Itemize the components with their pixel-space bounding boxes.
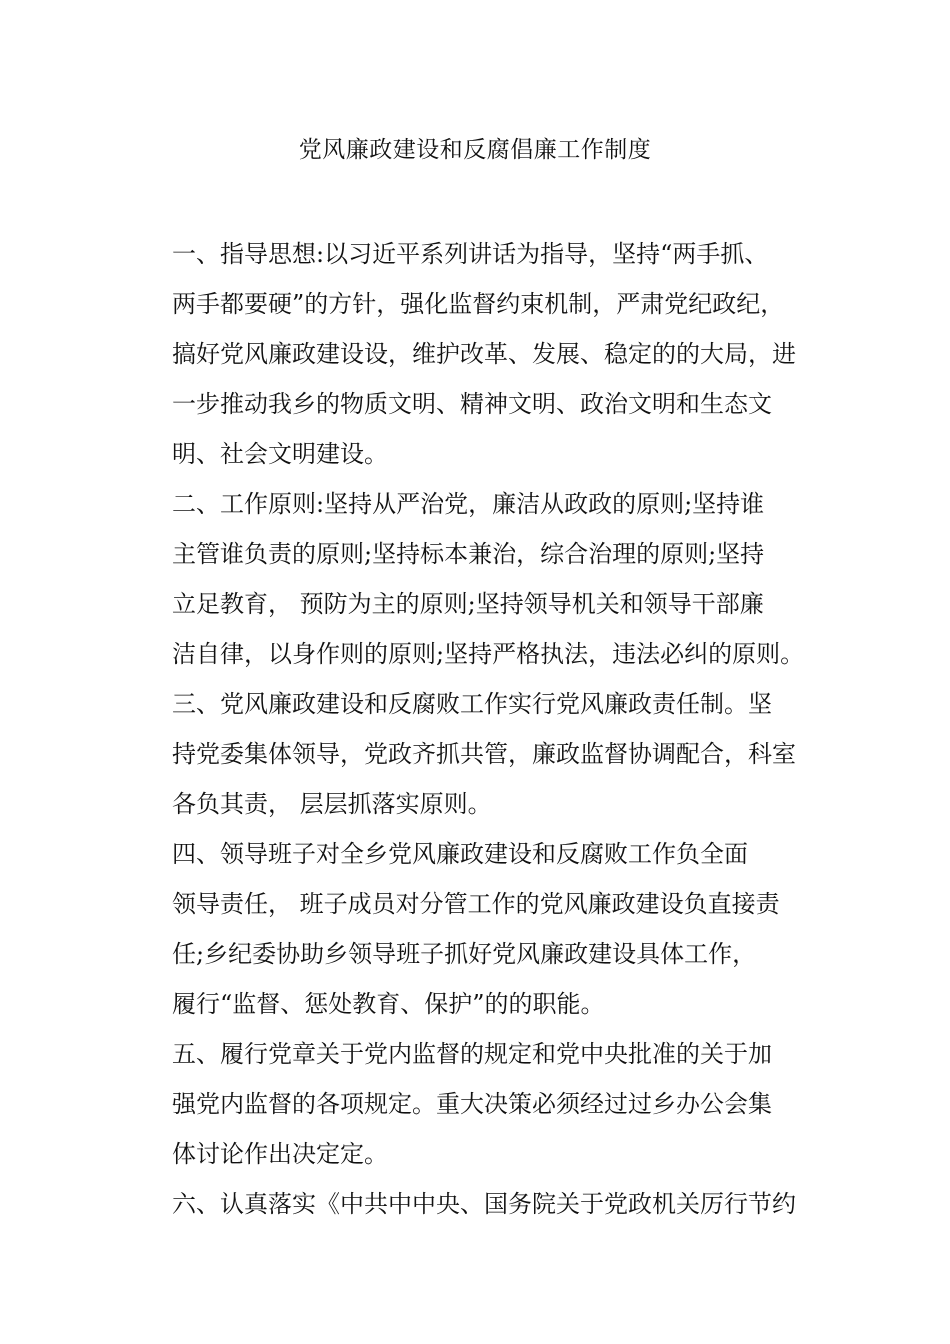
body-line: 搞好党风廉政建设设，维护改革、发展、稳定的的大局，进 bbox=[172, 340, 796, 368]
body-line: 二、工作原则:坚持从严治党，廉洁从政政的原则;坚持谁 bbox=[172, 490, 765, 518]
body-line: 四、领导班子对全乡党风廉政建设和反腐败工作负全面 bbox=[172, 840, 748, 868]
body-line: 三、党风廉政建设和反腐败工作实行党风廉政责任制。坚 bbox=[172, 690, 772, 718]
document-title: 党风廉政建设和反腐倡廉工作制度 bbox=[298, 137, 652, 163]
body-line: 体讨论作出决定定。 bbox=[172, 1140, 388, 1168]
body-line: 各负其责， 层层抓落实原则。 bbox=[172, 790, 492, 818]
body-line: 立足教育， 预防为主的原则;坚持领导机关和领导干部廉 bbox=[172, 590, 764, 618]
document-body bbox=[172, 229, 832, 1229]
body-line: 任;乡纪委协助乡领导班子抓好党风廉政建设具体工作， bbox=[172, 940, 757, 968]
body-line: 持党委集体领导，党政齐抓共管，廉政监督协调配合，科室 bbox=[172, 740, 796, 768]
body-line: 洁自律，以身作则的原则;坚持严格执法，违法必纠的原则。 bbox=[172, 640, 805, 668]
body-line: 明、社会文明建设。 bbox=[172, 440, 388, 468]
body-line: 一、指导思想:以习近平系列讲话为指导，坚持“两手抓、 bbox=[172, 240, 769, 268]
body-line: 一步推动我乡的物质文明、精神文明、政治文明和生态文 bbox=[172, 390, 772, 418]
body-line: 领导责任， 班子成员对分管工作的党风廉政建设负直接责 bbox=[172, 890, 780, 918]
body-line: 强党内监督的各项规定。重大决策必须经过过乡办公会集 bbox=[172, 1090, 772, 1118]
body-line: 五、履行党章关于党内监督的规定和党中央批准的关于加 bbox=[172, 1040, 772, 1068]
body-line: 履行“监督、惩处教育、保护”的的职能。 bbox=[172, 990, 605, 1018]
body-line: 两手都要硬”的方针，强化监督约束机制，严肃党纪政纪， bbox=[172, 290, 785, 318]
body-line: 主管谁负责的原则;坚持标本兼治，综合治理的原则;坚持 bbox=[172, 540, 765, 568]
body-line: 六、认真落实《中共中中央、国务院关于党政机关厉行节约 bbox=[172, 1190, 796, 1218]
